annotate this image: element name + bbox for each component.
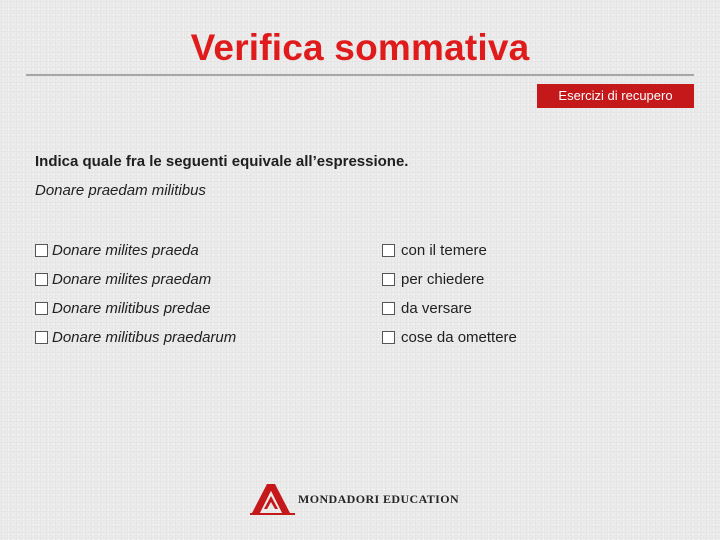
expression-text: Donare praedam militibus <box>35 182 206 199</box>
option-left-3[interactable] <box>35 294 236 323</box>
checkbox-icon[interactable] <box>382 244 395 257</box>
question-text: Indica quale fra le seguenti equivale all’espressione. <box>35 153 409 170</box>
checkbox-icon[interactable] <box>382 273 395 286</box>
option-label: Donare militibus predae <box>52 299 211 317</box>
options-right-list <box>382 236 517 352</box>
option-label: Donare milites praeda <box>52 241 199 259</box>
checkbox-icon[interactable] <box>35 302 48 315</box>
publisher-name: MONDADORI EDUCATION <box>298 492 460 506</box>
checkbox-icon[interactable] <box>35 244 48 257</box>
options-left-list <box>35 236 236 352</box>
option-label: cose da omettere <box>401 328 517 346</box>
checkbox-icon[interactable] <box>382 302 395 315</box>
option-left-2[interactable] <box>35 265 236 294</box>
option-label: per chiedere <box>401 270 485 288</box>
option-label: Donare militibus praedarum <box>52 328 237 346</box>
publisher-brand <box>250 482 459 516</box>
title-divider <box>26 74 694 76</box>
option-label: con il temere <box>401 241 487 259</box>
page-title: Verifica sommativa <box>190 27 530 68</box>
option-label: Donare milites praedam <box>52 270 212 288</box>
checkbox-icon[interactable] <box>382 331 395 344</box>
mondadori-a-logo-icon <box>250 482 296 516</box>
checkbox-icon[interactable] <box>35 273 48 286</box>
option-right-2[interactable] <box>382 265 517 294</box>
option-left-1[interactable] <box>35 236 236 265</box>
option-right-1[interactable] <box>382 236 517 265</box>
option-right-3[interactable] <box>382 294 517 323</box>
option-left-4[interactable] <box>35 323 236 352</box>
option-right-4[interactable] <box>382 323 517 352</box>
option-label: da versare <box>401 299 472 317</box>
exercise-type-badge: Esercizi di recupero <box>537 84 694 108</box>
checkbox-icon[interactable] <box>35 331 48 344</box>
